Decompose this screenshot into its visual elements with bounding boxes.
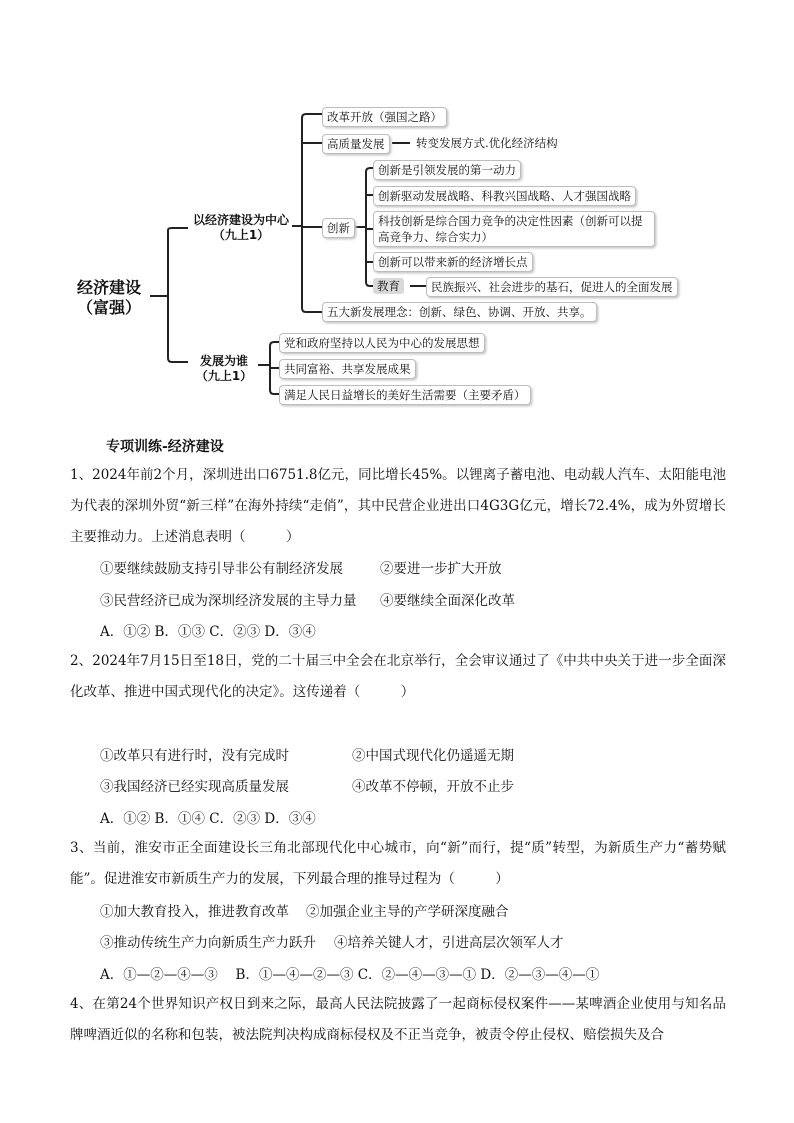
mind-map-connectors [0,0,794,420]
question-1-stem: 1、2024年前2个月，深圳进出口6751.8亿元，同比增长45%。以锂离子蓄电池、电动载人汽车、太阳能电池为代表的深圳外贸“新三样”在海外持续“走俏”，其中民营企业进出口4G3G亿元，增长72.4%，成为外贸增长主要推动力。上述消息表明（ ） [70,467,726,545]
mind-map [0,0,794,420]
question-2-stem: 2、2024年7月15日至18日，党的二十届三中全会在北京举行，全会审议通过了《中共中央关于进一步全面深化改革、推进中国式现代化的决定》。这传递着（ ） [70,653,726,700]
mindmap-root [70,278,148,318]
dev-item-1: 党和政府坚持以人民为中心的发展思想 [279,333,485,353]
q2-choices: A．①② B．①④ C．②③ D．③④ [100,811,316,827]
q1-statement-3: ③民营经济已成为深圳经济发展的主导力量 [100,593,357,609]
q1-statement-1: ①要继续鼓励支持引导非公有制经济发展 [100,561,343,577]
q2-statement-3: ③我国经济已经实现高质量发展 [100,779,289,795]
q1-choices: A．①② B．①③ C．②③ D．③④ [100,624,316,640]
section-title: 专项训练-经济建设 [106,439,224,455]
development-node: 发展为谁 （九上1） [190,354,258,384]
q2-statement-2: ②中国式现代化仍遥遥无期 [352,748,514,764]
reform-node: 改革开放（强国之路） [322,107,447,127]
q3-statement-4: ④培养关键人才，引进高层次领军人才 [334,935,564,951]
education-label: 教育 [373,278,404,294]
question-4-stem: 4、在第24个世界知识产权日到来之际，最高人民法院披露了一起商标侵权案件——某啤酒企业使用与知名品牌啤酒近似的名称和包装，被法院判决构成商标侵权及不正当竞争，被责令停止侵权、赔偿损失及合 [70,996,726,1043]
center-node: 以经济建设为中心 （九上1） [190,213,292,243]
education-detail: 民族振兴、社会进步的基石，促进人的全面发展 [426,277,678,297]
q1-statement-4: ④要继续全面深化改革 [380,593,515,609]
education-node [373,278,404,294]
five-concepts-node: 五大新发展理念：创新、绿色、协调、开放、共享。 [322,302,597,322]
innovation-node: 创新 [322,218,355,238]
innovation-item-4: 创新可以带来新的经济增长点 [373,252,533,272]
q3-statement-3: ③推动传统生产力向新质生产力跃升 [100,935,316,951]
dev-item-2: 共同富裕、共享发展成果 [279,359,416,379]
question-3-stem: 3、当前，淮安市正全面建设长三角北部现代化中心城市，向“新”而行，提“质”转型，为新质生产力“蓄势赋能”。促进淮安市新质生产力的发展，下列最合理的推导过程为（ ） [70,840,726,887]
q3-statement-1: ①加大教育投入，推进教育改革 [100,904,289,920]
quality-detail: 转变发展方式.优化经济结构 [412,134,562,152]
innovation-item-1: 创新是引领发展的第一动力 [373,160,521,180]
innovation-item-2: 创新驱动发展战略、科教兴国战略、人才强国战略 [373,186,636,206]
root-line: 经济建设 （富强） [76,278,141,317]
q2-statement-1: ①改革只有进行时，没有完成时 [100,748,289,764]
quality-node: 高质量发展 [322,134,390,154]
innovation-item-3: 科技创新是综合国力竞争的决定性因素（创新可以提高竞争力、综合实力） [373,211,655,247]
q2-statement-4: ④改革不停顿，开放不止步 [352,779,514,795]
q3-statement-2: ②加强企业主导的产学研深度融合 [306,904,509,920]
dev-item-3: 满足人民日益增长的美好生活需要（主要矛盾） [279,385,531,405]
q1-statement-2: ②要进一步扩大开放 [380,561,502,577]
q3-choices: A．①—②—④—③ B．①—④—②—③ C．②—④—③—① D．②—③—④—① [100,967,600,983]
